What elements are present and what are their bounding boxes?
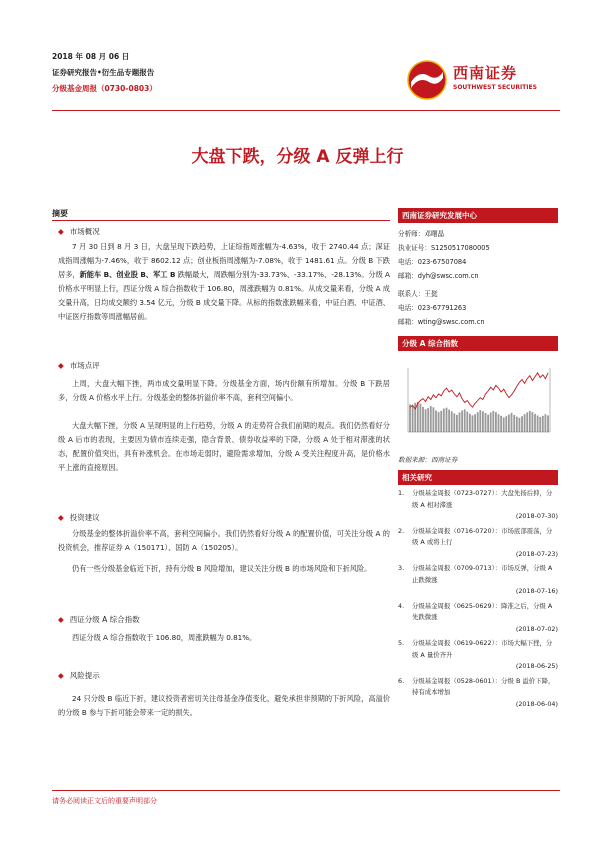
chart-bar	[513, 415, 515, 432]
risk-paragraph: 24 只分级 B 临近下折，建议投资者密切关注母基金净值变化，避免承担非预期的下折风险，高溢价的分级 B 参与下折可能会带来一定的损失。	[58, 694, 390, 717]
related-item-title: 分级基金周报（0709-0713）：市场反弹，分级 A 止跌微涨	[412, 564, 553, 584]
market-overview-text-a: 7 月 30 日到 8 月 3 日，大盘呈现下跌趋势，上证综指周涨幅为-4.63%，收于 2740.44 点；深证成指周涨幅为-7.46%，收于 8602.12 点；创业板指周涨幅为-7.08%，收于 1481.61 点。分级 B 下跌居多，	[58, 242, 390, 279]
related-item-number: 2.	[398, 526, 405, 535]
section-heading: 风险提示	[69, 671, 100, 680]
chart-bar	[412, 406, 414, 432]
related-research-item[interactable]	[398, 676, 558, 711]
analyst-email[interactable]: 邮箱：dyh@swsc.com.cn	[398, 272, 479, 280]
contact-phone: 电话：023-67791263	[398, 304, 467, 312]
header-divider	[52, 110, 560, 111]
related-item-number: 4.	[398, 601, 405, 610]
chart-bar	[453, 413, 455, 432]
chart-bar	[451, 411, 453, 432]
chart-bar	[498, 414, 500, 432]
sidebar-chart-heading: 分级 A 综合指数	[398, 336, 558, 351]
chart-bar	[539, 417, 541, 432]
related-item-date: (2018-07-02)	[515, 624, 558, 633]
chart-source: 数据来源：西南证券	[398, 456, 458, 464]
related-item-date: (2018-07-16)	[515, 587, 558, 595]
chart-bar	[420, 404, 422, 432]
related-research-item[interactable]	[398, 601, 558, 636]
chart-bar	[495, 412, 497, 432]
chart-bar	[490, 413, 492, 433]
analyst-license: 执业证号：S1250517080005	[398, 244, 490, 252]
chart-bar	[438, 412, 440, 432]
chart-bar	[474, 414, 476, 432]
related-item-title: 分级基金周报（0723-0727）：大盘先扬后抑，分级 A 相对滞涨	[412, 489, 553, 509]
chart-bar	[446, 408, 448, 432]
chart-bar	[477, 412, 479, 432]
market-overview-text-b: 新能车 B、创业股 B、军工 B	[79, 270, 176, 279]
chart-bar	[545, 414, 547, 432]
chart-bar	[534, 414, 536, 432]
chart-bar	[511, 413, 513, 432]
chart-bar	[443, 409, 445, 433]
chart-bar	[409, 404, 411, 432]
sidebar-related-heading: 相关研究	[398, 470, 558, 485]
chart-bar	[472, 415, 474, 432]
chart-bar	[417, 402, 419, 432]
report-name: 分级基金周报（0730-0803）	[52, 84, 157, 93]
section-market-comment	[58, 360, 100, 371]
chart-bar	[487, 415, 489, 432]
chart-bar	[440, 411, 442, 432]
related-research-list	[398, 488, 558, 713]
section-heading: 市场概况	[69, 227, 100, 236]
related-item-number: 3.	[398, 564, 405, 572]
section-market-overview	[58, 226, 100, 237]
chart-bar	[542, 416, 544, 432]
chart-bar	[466, 412, 468, 432]
related-item-date: (2018-06-04)	[515, 699, 558, 708]
chart-bar	[508, 415, 510, 432]
chart-bar	[516, 417, 518, 432]
logo-cn-text: 西南证券	[453, 64, 518, 82]
chart-bar	[485, 413, 487, 432]
chart-bar	[430, 406, 432, 432]
bullet-icon: ◆	[58, 615, 64, 624]
chart-bar	[469, 414, 471, 432]
index-chart	[398, 360, 558, 450]
abstract-divider	[52, 220, 390, 221]
bullet-icon: ◆	[58, 227, 64, 236]
contact-email[interactable]: 邮箱：wting@swsc.com.cn	[398, 318, 485, 326]
investment-paragraph-1: 分级基金的整体折溢价率不高，套利空间偏小。我们仍然看好分级 A 的配置价值，可关注分级 A 的投资机会，推荐证券 A（150171）、国防 A（150205）。	[58, 529, 390, 552]
bullet-icon: ◆	[58, 671, 64, 680]
logo-en-text: SOUTHWEST SECURITIES	[453, 84, 537, 91]
report-category: 证券研究报告•衍生品专题报告	[52, 68, 155, 77]
related-item-number: 1.	[398, 489, 405, 497]
market-comment-paragraph-2: 大盘大幅下挫，分级 A 呈现明显的上行趋势，分级 A 的走势符合我们前期的观点。我们仍然看好分级 A 后市的表现，主要因为债市连续走强，隐含背景、债券收益率的下降，分级 A 处于相对滞涨的状态，配置价值突出，具有补涨机会。在市场走弱时，避险需求增加，分级 A 受关注程度升高，是价格水平上涨的直接原因。	[58, 421, 390, 472]
footer-disclaimer: 请务必阅读正文后的重要声明部分	[52, 797, 157, 805]
market-overview-paragraph	[58, 240, 390, 324]
index-paragraph: 西证分级 A 综合指数收于 106.80，周涨跌幅为 0.81%。	[72, 633, 257, 642]
report-date: 2018 年 08 月 06 日	[52, 52, 130, 61]
related-item-title: 分级基金周报（0716-0720）：市场底部震荡，分级 A 或将上行	[412, 526, 553, 546]
chart-bar	[422, 407, 424, 432]
related-item-number: 6.	[398, 676, 405, 685]
related-research-item[interactable]	[398, 526, 558, 561]
related-item-date: (2018-06-25)	[515, 662, 558, 670]
chart-bar	[529, 411, 531, 432]
related-research-item[interactable]	[398, 488, 558, 523]
related-item-date: (2018-07-30)	[515, 512, 558, 520]
related-research-item[interactable]	[398, 563, 558, 598]
chart-bar	[479, 410, 481, 432]
contact-name: 联系人：王挺	[398, 290, 438, 298]
chart-bar	[532, 412, 534, 432]
chart-bar	[526, 413, 528, 433]
market-overview-text-c: 跌幅最大，周跌幅分别为-33.73%、-33.17%、-28.13%。分级 A 价格水平明显上行，西证分级 A 综合指数收于 106.80，周涨跌幅为 0.81%。从成交量来看，分级 A 成交量升高，日均成交额约 3.54 亿元，分级 B 成交量下降。从标的指数涨跌幅来看，中证白酒、中证酒、中证医疗指数等周涨幅居前。	[58, 270, 390, 321]
chart-bar	[435, 411, 437, 433]
chart-bar	[461, 411, 463, 433]
section-investment	[58, 512, 100, 523]
analyst-name: 分析师：邓曙晶	[398, 230, 445, 238]
bullet-icon: ◆	[58, 513, 64, 522]
chart-bar	[521, 416, 523, 432]
chart-bar	[500, 416, 502, 432]
section-heading: 西证分级 A 综合指数	[69, 615, 140, 624]
chart-bar	[427, 408, 429, 432]
chart-bar	[519, 418, 521, 432]
logo-mark-icon	[405, 58, 449, 102]
related-research-item[interactable]	[398, 638, 558, 673]
investment-paragraph-2: 仍有一些分级基金临近下折，持有分级 B 风险增加，建议关注分级 B 的市场风险和下折风险。	[72, 564, 372, 573]
section-risk	[58, 670, 100, 681]
chart-bar	[505, 416, 507, 432]
section-heading: 市场点评	[69, 361, 100, 370]
chart-bar	[492, 411, 494, 432]
chart-volume-bars	[409, 402, 549, 432]
chart-bar	[425, 409, 427, 432]
company-logo	[405, 58, 555, 102]
related-item-date: (2018-07-23)	[515, 549, 558, 558]
chart-bar	[459, 413, 461, 433]
section-heading: 投资建议	[69, 513, 100, 522]
chart-bar	[482, 411, 484, 432]
page-title: 大盘下跌，分级 A 反弹上行	[191, 147, 404, 167]
chart-bar	[433, 407, 435, 432]
related-item-title: 分级基金周报（0619-0622）：市场大幅下挫，分级 A 量价齐升	[412, 639, 553, 659]
chart-bar	[547, 415, 549, 432]
related-item-title: 分级基金周报（0625-0629）：降准之后，分级 A 先跌微涨	[412, 601, 553, 621]
chart-bar	[448, 410, 450, 432]
chart-bar	[524, 414, 526, 432]
chart-bar	[456, 415, 458, 432]
chart-bar	[537, 415, 539, 432]
chart-bar	[464, 409, 466, 432]
related-item-number: 5.	[398, 639, 405, 647]
related-item-title: 分级基金周报（0528-0601）：分级 B 溢价下降，持有成本增加	[412, 676, 555, 696]
analyst-phone: 电话：023-67507084	[398, 258, 467, 266]
market-comment-paragraph-1: 上周，大盘大幅下挫，两市成交量明显下降。分级基金方面，场内份额有所增加。分级 B 下跌居多，分级 A 价格水平上行。分级基金的整体折溢价率不高，套利空间偏小。	[58, 379, 390, 402]
chart-bar	[503, 417, 505, 432]
section-index	[58, 614, 140, 625]
abstract-label: 摘要	[52, 209, 68, 218]
chart-series-line	[410, 373, 548, 409]
footer-divider	[52, 790, 560, 791]
bullet-icon: ◆	[58, 361, 64, 370]
sidebar-institute-heading: 西南证券研究发展中心	[398, 208, 558, 223]
